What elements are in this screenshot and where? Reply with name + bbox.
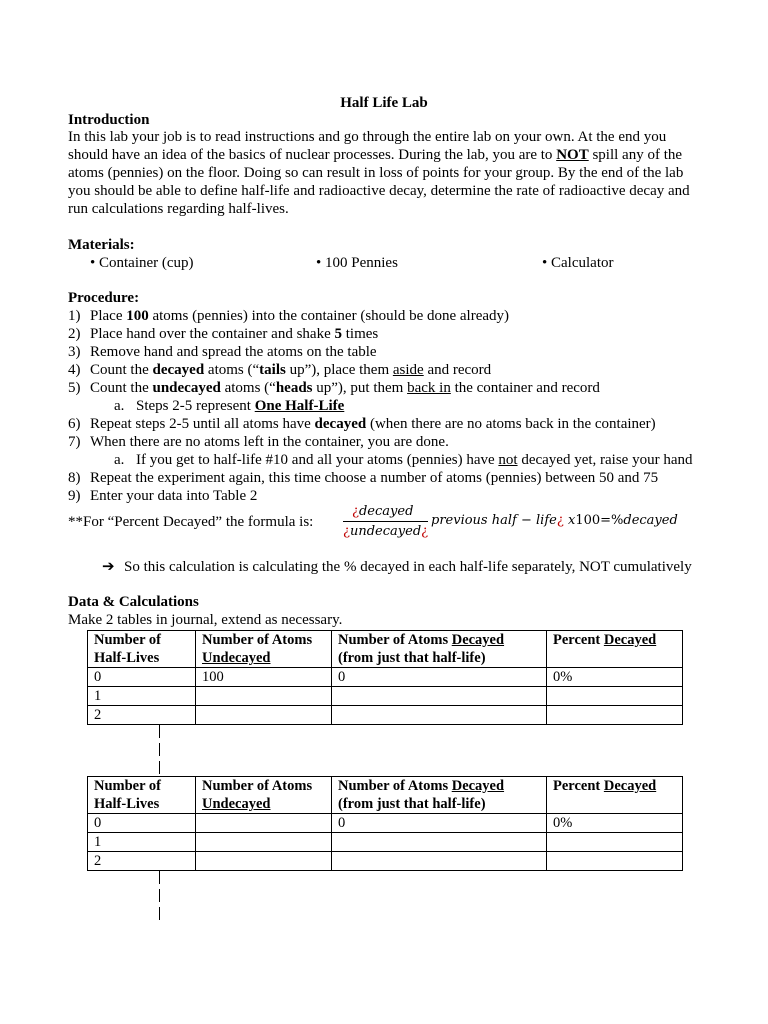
table-row (88, 814, 683, 833)
table-cell (196, 706, 332, 725)
table-header-row (88, 777, 683, 814)
table-cell (547, 687, 683, 706)
calculation-note: So this calculation is calculating the % decayed in each half-life separately, NOT cumulatively (124, 559, 692, 575)
table-cell (332, 852, 547, 871)
material-item: • 100 Pennies (316, 255, 398, 271)
table-cell: 0 (88, 814, 196, 833)
continuation-mark (159, 761, 160, 774)
table-cell (332, 833, 547, 852)
table-cell: 100 (196, 668, 332, 687)
intro-not: NOT (556, 147, 589, 163)
intro-text-2: spill any of the atoms (pennies) on the floor. Doing so can result in loss of points for your group. By the end of the lab you should be able to define half-life and radioactive decay, determine the rate of radioactive decay and run calculations regarding half-lives. (68, 147, 690, 217)
table-header: Number of Atoms Undecayed (196, 777, 332, 814)
data-heading: Data & Calculations (68, 594, 199, 610)
table-cell: 0 (88, 668, 196, 687)
table-cell: 0 (332, 814, 547, 833)
continuation-mark (159, 889, 160, 902)
table-header-row (88, 631, 683, 668)
table-row (88, 706, 683, 725)
table-cell: 2 (88, 852, 196, 871)
materials-heading: Materials: (68, 237, 135, 253)
material-item: • Container (cup) (90, 255, 194, 271)
intro-heading: Introduction (68, 112, 150, 128)
table-header: Number of Half-Lives (88, 631, 196, 668)
procedure-substep: a. Steps 2-5 represent One Half-Life (114, 398, 345, 414)
data-subtext: Make 2 tables in journal, extend as necessary. (68, 612, 343, 628)
table-cell (196, 852, 332, 871)
intro-paragraph (68, 128, 698, 218)
fraction-bar (343, 521, 428, 522)
document-page: Half Life Lab Introduction In this lab your job is to read instructions and go through the entire lab on your own. At the end you should have an idea of the basics of nuclear processes. During the lab, you are to NOT spill any of the atoms (pennies) on the floor. Doing so can result in loss of points for your group. By the end of the lab you should be able to define half-life and radioactive decay, determine the rate of radioactive decay and run calculations regarding half-lives. Materials: • Container (cup) • 100 Pennies • Calculator Procedure: 1) Place 100 atoms (pennies) into the container (should be done already) 2) Place hand over the container and shake 5 times 3) Remove hand and spread the atoms on the table 4) Count the decayed atoms (“tails up”), place them aside and record 5) Count the undecayed atoms (“heads up”), put them back in the container and record a. Steps 2-5 represent One Half-Life 6) Repeat steps 2-5 until all atoms have decayed (when there are no atoms back in the container) 7) When there are no atoms left in the container, you are done. a. If you get to half-life #10 and all your atoms (pennies) have not decayed yet, raise your hand 8) Repeat the experiment again, this time choose a number of atoms (pennies) between 50 and 75 9) Enter your data into Table 2 **For “Percent Decayed” the formula is: ¿decayed ¿undecayed¿ previous half − life¿ x100=%decayed ➔ So this calculation is calculating the % decayed in each half-life separately, NOT cumulatively Data & Calculations Make 2 tables in journal, extend as necessary. Number of Half-Lives Number of Atoms Undecayed Number of Atoms Decayed (from just that half-life) Percent Decayed 0 100 0 0% 1 2 Number of Half-Lives Number of Atoms Undecayed Number of Atoms Decayed (from just that half-life) Percent Decayed 0 0 0% 1 2 (0, 0, 768, 1024)
continuation-mark (159, 725, 160, 738)
table-cell (332, 687, 547, 706)
table-header: Number of Atoms Decayed (from just that half-life) (332, 631, 547, 668)
table-cell (196, 833, 332, 852)
continuation-mark (159, 871, 160, 884)
table-cell: 2 (88, 706, 196, 725)
table-cell: 1 (88, 833, 196, 852)
table-row (88, 668, 683, 687)
formula-denominator: ¿undecayed¿ (343, 524, 429, 539)
table-cell: 0% (547, 814, 683, 833)
table-cell (332, 706, 547, 725)
table-cell (196, 814, 332, 833)
table-cell: 1 (88, 687, 196, 706)
table-header: Percent Decayed (547, 777, 683, 814)
table-row (88, 833, 683, 852)
formula-label: **For “Percent Decayed” the formula is: (68, 514, 314, 530)
page-title: Half Life Lab (340, 95, 428, 111)
table-header: Number of Atoms Undecayed (196, 631, 332, 668)
procedure-substep: a. If you get to half-life #10 and all your atoms (pennies) have not decayed yet, raise your hand (114, 452, 693, 468)
table-header: Percent Decayed (547, 631, 683, 668)
table-cell (547, 833, 683, 852)
data-table-1 (87, 630, 683, 725)
table-header: Number of Half-Lives (88, 777, 196, 814)
procedure-heading: Procedure: (68, 290, 140, 306)
formula-right-side: previous half − life¿ x100=%decayed (431, 513, 678, 528)
intro-text-1: In this lab your job is to read instructions and go through the entire lab on your own. At the end you should have an idea of the basics of nuclear processes. During the lab, you are to (68, 129, 667, 163)
arrow-icon: ➔ (102, 559, 115, 575)
table-cell: 0 (332, 668, 547, 687)
table-cell (196, 687, 332, 706)
data-table-2 (87, 776, 683, 871)
table-row (88, 687, 683, 706)
table-cell (547, 852, 683, 871)
formula-numerator: ¿decayed (352, 504, 414, 519)
material-item: • Calculator (542, 255, 614, 271)
table-header: Number of Atoms Decayed (from just that half-life) (332, 777, 547, 814)
table-cell: 0% (547, 668, 683, 687)
table-row (88, 852, 683, 871)
table-cell (547, 706, 683, 725)
continuation-mark (159, 743, 160, 756)
continuation-mark (159, 907, 160, 920)
